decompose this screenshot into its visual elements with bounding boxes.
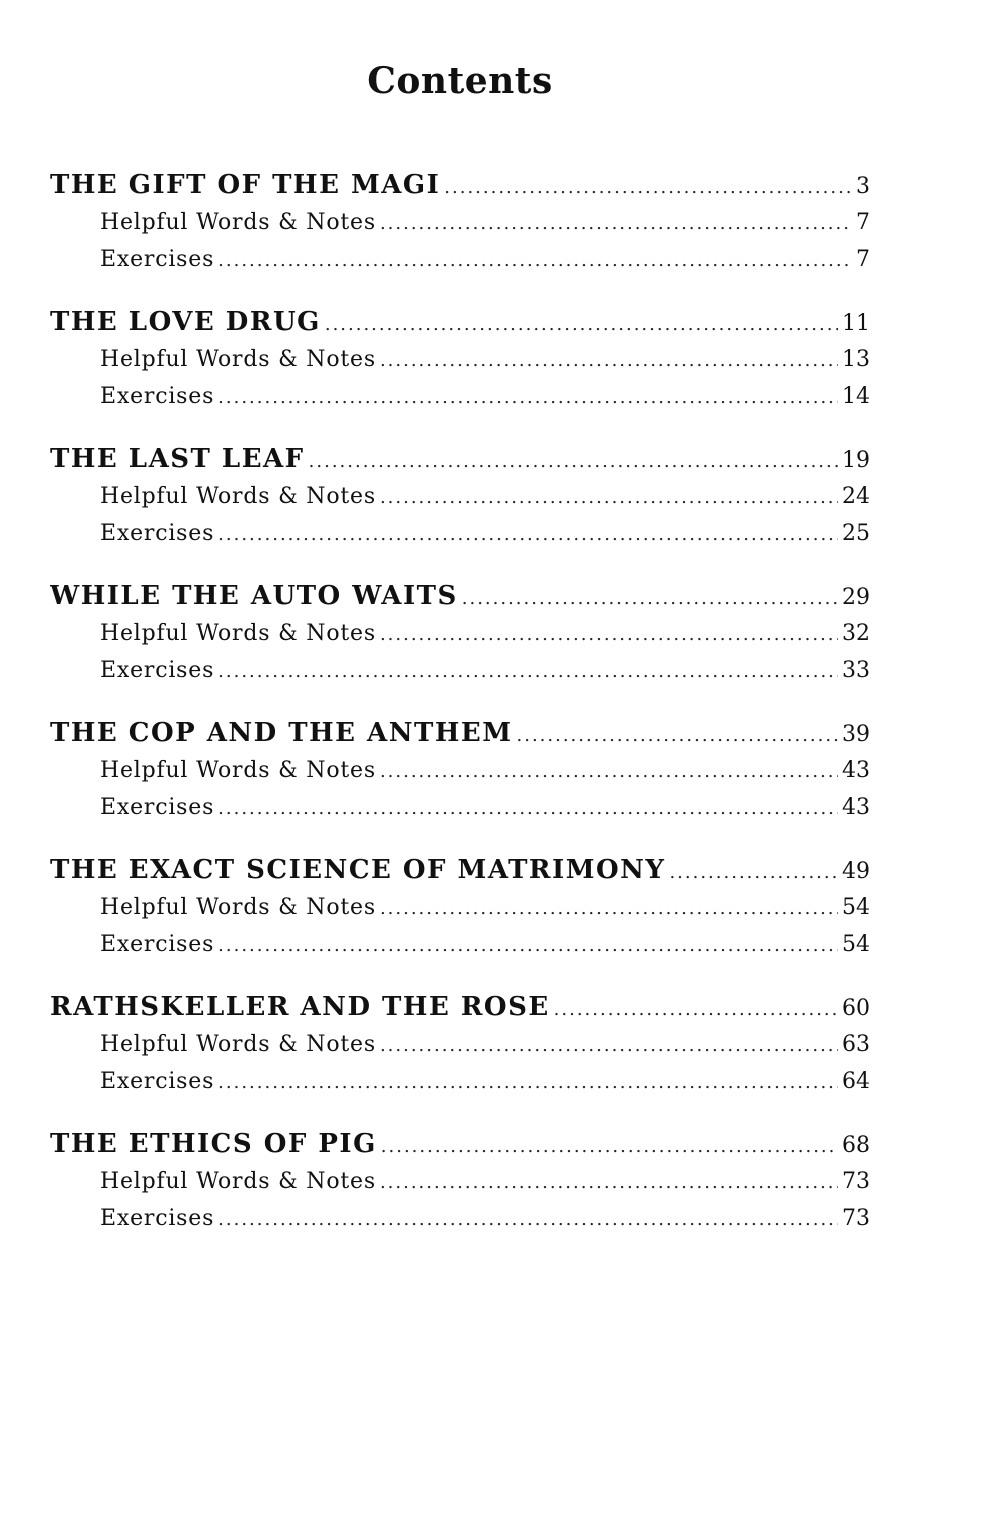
dot-leader bbox=[462, 588, 838, 609]
exercises-page-number: 54 bbox=[842, 932, 870, 957]
dot-leader bbox=[218, 935, 838, 956]
dot-leader bbox=[218, 250, 852, 271]
exercises-label: Exercises bbox=[100, 932, 215, 957]
chapter-title: THE GIFT OF THE MAGI bbox=[50, 170, 441, 200]
exercises-page-number: 7 bbox=[856, 247, 870, 272]
dot-leader bbox=[325, 314, 838, 335]
exercises-page-number: 73 bbox=[842, 1206, 870, 1231]
toc-chapter bbox=[50, 581, 870, 718]
chapter-entry[interactable] bbox=[50, 855, 870, 895]
dot-leader bbox=[669, 862, 838, 883]
chapter-title: THE LOVE DRUG bbox=[50, 307, 321, 337]
chapter-entry[interactable] bbox=[50, 170, 870, 210]
notes-page-number: 7 bbox=[856, 210, 870, 235]
chapter-entry[interactable] bbox=[50, 1129, 870, 1169]
dot-leader bbox=[380, 350, 838, 371]
exercises-label: Exercises bbox=[100, 658, 215, 683]
notes-entry[interactable] bbox=[50, 210, 870, 247]
toc-chapter bbox=[50, 855, 870, 992]
toc-chapter bbox=[50, 444, 870, 581]
toc-chapter bbox=[50, 992, 870, 1129]
chapter-entry[interactable] bbox=[50, 581, 870, 621]
notes-label: Helpful Words & Notes bbox=[100, 347, 376, 372]
dot-leader bbox=[380, 898, 838, 919]
chapter-page-number: 19 bbox=[842, 448, 870, 473]
notes-page-number: 43 bbox=[842, 758, 870, 783]
exercises-entry[interactable] bbox=[50, 247, 870, 284]
notes-label: Helpful Words & Notes bbox=[100, 758, 376, 783]
dot-leader bbox=[380, 1035, 838, 1056]
toc-chapter bbox=[50, 307, 870, 444]
exercises-page-number: 43 bbox=[842, 795, 870, 820]
notes-page-number: 63 bbox=[842, 1032, 870, 1057]
exercises-entry[interactable] bbox=[50, 658, 870, 695]
exercises-entry[interactable] bbox=[50, 521, 870, 558]
chapter-entry[interactable] bbox=[50, 307, 870, 347]
chapter-entry[interactable] bbox=[50, 444, 870, 484]
chapter-entry[interactable] bbox=[50, 992, 870, 1032]
chapter-title: THE COP AND THE ANTHEM bbox=[50, 718, 513, 748]
chapter-title: THE ETHICS OF PIG bbox=[50, 1129, 377, 1159]
notes-entry[interactable] bbox=[50, 1032, 870, 1069]
dot-leader bbox=[380, 487, 838, 508]
exercises-entry[interactable] bbox=[50, 1206, 870, 1243]
dot-leader bbox=[517, 725, 839, 746]
dot-leader bbox=[309, 451, 838, 472]
exercises-label: Exercises bbox=[100, 521, 215, 546]
notes-entry[interactable] bbox=[50, 758, 870, 795]
notes-entry[interactable] bbox=[50, 895, 870, 932]
exercises-entry[interactable] bbox=[50, 1069, 870, 1106]
notes-page-number: 32 bbox=[842, 621, 870, 646]
chapter-page-number: 11 bbox=[842, 311, 870, 336]
chapter-title: THE EXACT SCIENCE OF MATRIMONY bbox=[50, 855, 666, 885]
dot-leader bbox=[380, 1172, 838, 1193]
notes-page-number: 24 bbox=[842, 484, 870, 509]
chapter-title: WHILE THE AUTO WAITS bbox=[50, 581, 458, 611]
page-title: Contents bbox=[367, 60, 553, 102]
table-of-contents bbox=[50, 170, 870, 1266]
exercises-page-number: 33 bbox=[842, 658, 870, 683]
dot-leader bbox=[380, 624, 838, 645]
toc-chapter bbox=[50, 1129, 870, 1266]
exercises-page-number: 25 bbox=[842, 521, 870, 546]
exercises-entry[interactable] bbox=[50, 795, 870, 832]
exercises-entry[interactable] bbox=[50, 932, 870, 969]
notes-label: Helpful Words & Notes bbox=[100, 621, 376, 646]
dot-leader bbox=[554, 999, 838, 1020]
dot-leader bbox=[380, 213, 852, 234]
notes-label: Helpful Words & Notes bbox=[100, 210, 376, 235]
notes-page-number: 13 bbox=[842, 347, 870, 372]
dot-leader bbox=[381, 1136, 838, 1157]
dot-leader bbox=[380, 761, 838, 782]
chapter-page-number: 3 bbox=[856, 174, 870, 199]
dot-leader bbox=[218, 1209, 838, 1230]
exercises-page-number: 14 bbox=[842, 384, 870, 409]
notes-label: Helpful Words & Notes bbox=[100, 895, 376, 920]
notes-page-number: 54 bbox=[842, 895, 870, 920]
chapter-title: RATHSKELLER AND THE ROSE bbox=[50, 992, 550, 1022]
chapter-page-number: 29 bbox=[842, 585, 870, 610]
notes-page-number: 73 bbox=[842, 1169, 870, 1194]
dot-leader bbox=[218, 524, 838, 545]
chapter-page-number: 68 bbox=[842, 1133, 870, 1158]
notes-entry[interactable] bbox=[50, 484, 870, 521]
notes-entry[interactable] bbox=[50, 1169, 870, 1206]
exercises-label: Exercises bbox=[100, 384, 215, 409]
exercises-entry[interactable] bbox=[50, 384, 870, 421]
dot-leader bbox=[218, 798, 838, 819]
notes-label: Helpful Words & Notes bbox=[100, 484, 376, 509]
dot-leader bbox=[218, 661, 838, 682]
notes-label: Helpful Words & Notes bbox=[100, 1032, 376, 1057]
dot-leader bbox=[218, 1072, 838, 1093]
toc-chapter bbox=[50, 718, 870, 855]
toc-chapter bbox=[50, 170, 870, 307]
notes-entry[interactable] bbox=[50, 347, 870, 384]
exercises-label: Exercises bbox=[100, 1206, 215, 1231]
dot-leader bbox=[218, 387, 838, 408]
exercises-page-number: 64 bbox=[842, 1069, 870, 1094]
exercises-label: Exercises bbox=[100, 247, 215, 272]
chapter-title: THE LAST LEAF bbox=[50, 444, 305, 474]
notes-entry[interactable] bbox=[50, 621, 870, 658]
chapter-page-number: 60 bbox=[842, 996, 870, 1021]
exercises-label: Exercises bbox=[100, 795, 215, 820]
chapter-page-number: 39 bbox=[842, 722, 870, 747]
dot-leader bbox=[444, 177, 852, 198]
exercises-label: Exercises bbox=[100, 1069, 215, 1094]
chapter-page-number: 49 bbox=[842, 859, 870, 884]
notes-label: Helpful Words & Notes bbox=[100, 1169, 376, 1194]
chapter-entry[interactable] bbox=[50, 718, 870, 758]
